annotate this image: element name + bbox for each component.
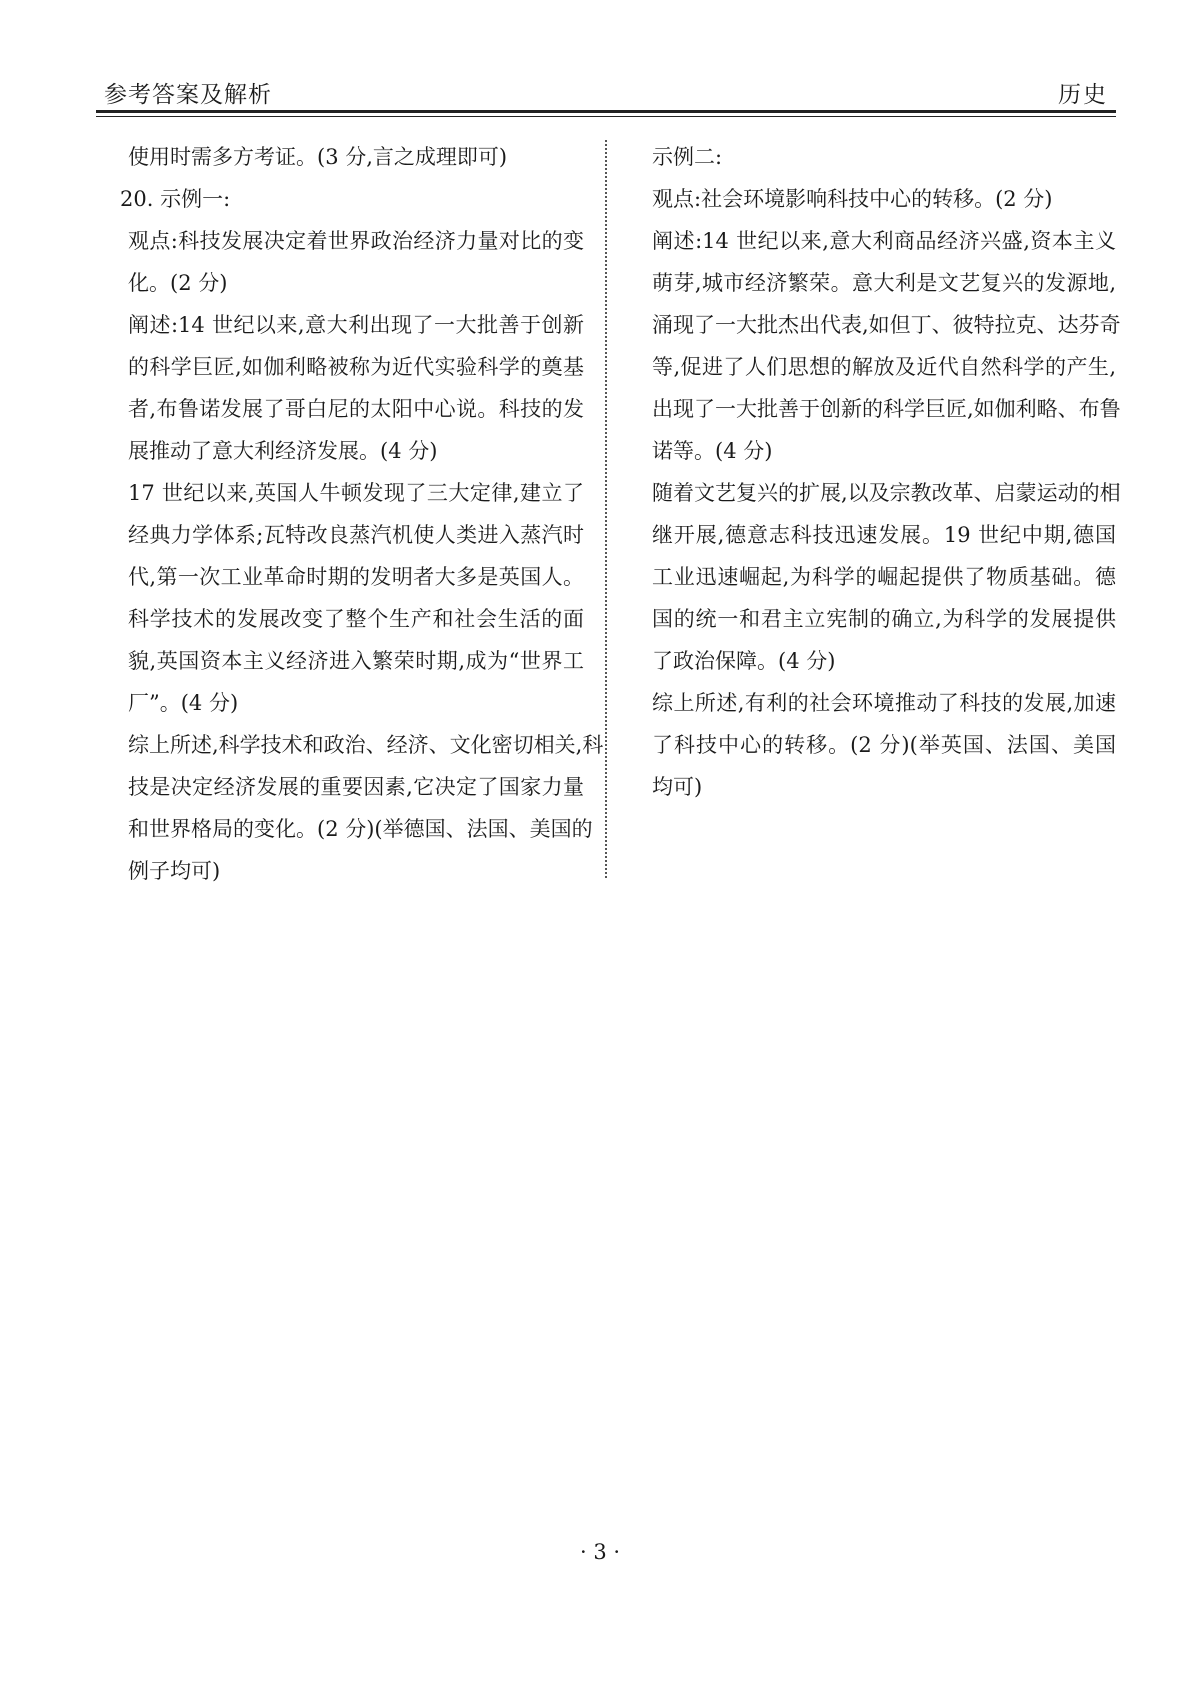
header-rule-thin <box>96 116 1116 117</box>
text-line: 使用时需多方考证。(3 分,言之成理即可) <box>128 145 508 169</box>
text-line: 萌芽,城市经济繁荣。意大利是文艺复兴的发源地, <box>652 271 1116 295</box>
text-line: 随着文艺复兴的扩展,以及宗教改革、启蒙运动的相 <box>652 481 1121 505</box>
question-heading: 20. 示例一: <box>120 187 231 211</box>
text-line: 阐述:14 世纪以来,意大利出现了一大批善于创新 <box>128 313 584 337</box>
text-line: 观点:社会环境影响科技中心的转移。(2 分) <box>652 187 1053 211</box>
text-line: 示例二: <box>652 145 723 169</box>
header-subject: 历史 <box>1058 82 1108 108</box>
column-divider <box>605 140 607 878</box>
text-line: 代,第一次工业革命时期的发明者大多是英国人。 <box>128 565 584 589</box>
header-left-title: 参考答案及解析 <box>104 82 272 108</box>
text-line: 出现了一大批善于创新的科学巨匠,如伽利略、布鲁 <box>652 397 1121 421</box>
right-column <box>652 136 1121 808</box>
text-line: 科学技术的发展改变了整个生产和社会生活的面 <box>128 607 584 631</box>
text-line: 阐述:14 世纪以来,意大利商品经济兴盛,资本主义 <box>652 229 1116 253</box>
text-line: 经典力学体系;瓦特改良蒸汽机使人类进入蒸汽时 <box>128 523 584 547</box>
text-line: 综上所述,科学技术和政治、经济、文化密切相关,科 <box>128 733 604 757</box>
page-number: · 3 · <box>579 1540 621 1564</box>
text-line: 继开展,德意志科技迅速发展。19 世纪中期,德国 <box>652 523 1116 547</box>
text-line: 了科技中心的转移。(2 分)(举英国、法国、美国 <box>652 733 1116 757</box>
text-line: 厂”。(4 分) <box>128 691 239 715</box>
text-line: 貌,英国资本主义经济进入繁荣时期,成为“世界工 <box>128 649 584 673</box>
text-line: 诺等。(4 分) <box>652 439 773 463</box>
text-line: 的科学巨匠,如伽利略被称为近代实验科学的奠基 <box>128 355 584 379</box>
text-line: 了政治保障。(4 分) <box>652 649 836 673</box>
text-line: 涌现了一大批杰出代表,如但丁、彼特拉克、达芬奇 <box>652 313 1121 337</box>
text-line: 者,布鲁诺发展了哥白尼的太阳中心说。科技的发 <box>128 397 584 421</box>
text-line: 例子均可) <box>128 859 221 883</box>
left-column <box>96 136 604 892</box>
text-line: 国的统一和君主立宪制的确立,为科学的发展提供 <box>652 607 1116 631</box>
text-line: 和世界格局的变化。(2 分)(举德国、法国、美国的 <box>128 817 593 841</box>
text-line: 技是决定经济发展的重要因素,它决定了国家力量 <box>128 775 584 799</box>
text-line: 综上所述,有利的社会环境推动了科技的发展,加速 <box>652 691 1116 715</box>
text-line: 化。(2 分) <box>128 271 228 295</box>
header-rule-thick <box>96 110 1116 113</box>
text-line: 工业迅速崛起,为科学的崛起提供了物质基础。德 <box>652 565 1116 589</box>
text-line: 观点:科技发展决定着世界政治经济力量对比的变 <box>128 229 584 253</box>
text-line: 17 世纪以来,英国人牛顿发现了三大定律,建立了 <box>128 481 584 505</box>
text-line: 均可) <box>652 775 703 799</box>
text-line: 展推动了意大利经济发展。(4 分) <box>128 439 438 463</box>
page-header <box>96 74 1116 110</box>
text-line: 等,促进了人们思想的解放及近代自然科学的产生, <box>652 355 1116 379</box>
